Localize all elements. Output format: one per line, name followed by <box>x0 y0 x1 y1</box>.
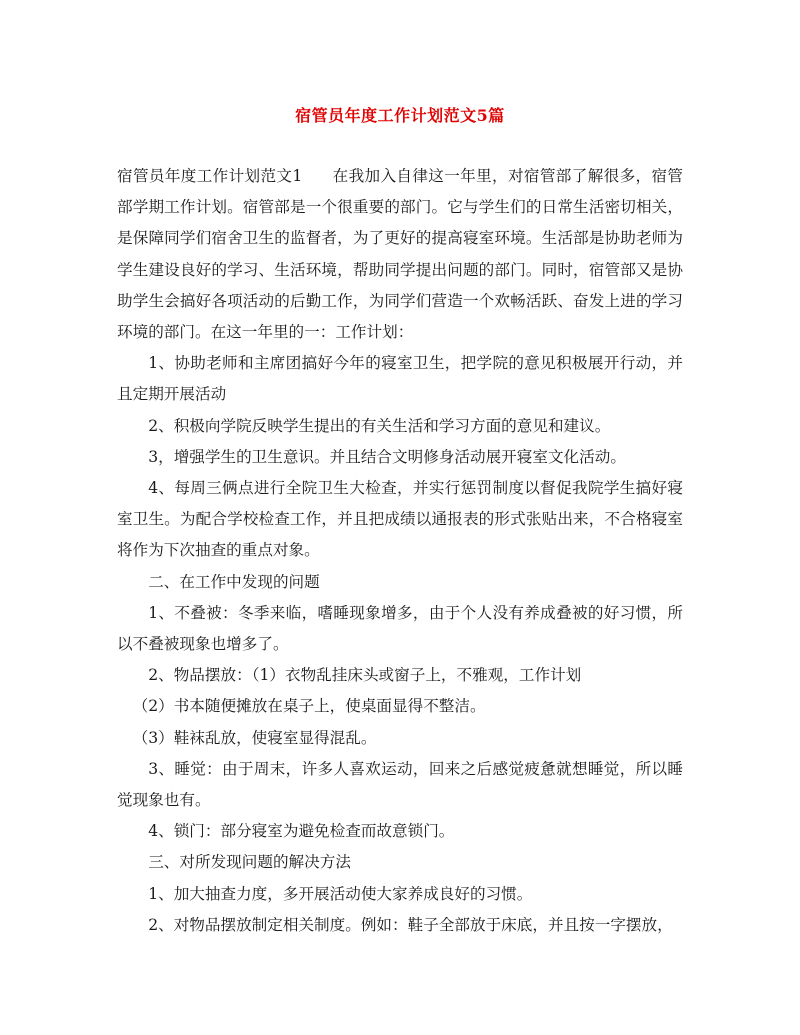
section-heading-3: 三、对所发现问题的解决方法 <box>148 853 351 872</box>
intro-label: 宿管员年度工作计划范文1 <box>117 167 303 185</box>
paragraph-3: 3，增强学生的卫生意识。并且结合文明修身活动展开寝室文化活动。 <box>148 447 626 466</box>
section-heading-2: 二、在工作中发现的问题 <box>148 572 320 591</box>
paragraph-8: （2）书本随便摊放在桌子上，使桌面显得不整洁。 <box>132 697 486 716</box>
paragraph-11: 4、锁门：部分寝室为避免检查而故意锁门。 <box>148 822 455 841</box>
paragraph-4: 4、每周三俩点进行全院卫生大检查，并实行惩罚制度以督促我院学生搞好寝室卫生。为配合学校检查工作，并且把成绩以通报表的形式张贴出来，不合格寝室将作为下次抽查的重点对象。 <box>117 479 683 560</box>
paragraph-2: 2、积极向学院反映学生提出的有关生活和学习方面的意见和建议。 <box>148 416 611 435</box>
paragraph-7: 2、物品摆放：（1）衣物乱挂床头或窗子上，不雅观，工作计划 <box>148 666 582 685</box>
intro-paragraph <box>117 161 683 348</box>
document-body <box>117 161 683 941</box>
intro-text: 在我加入自律这一年里，对宿管部了解很多，宿管部学期工作计划。宿管部是一个很重要的部门。它与学生们的日常生活密切相关，是保障同学们宿舍卫生的监督者，为了更好的提高寝室环境。生活部是协助老师为学生建设良好的学习、生活环境，帮助同学提出问题的部门。同时，宿管部又是协助学生会搞好各项活动的后勤工作，为同学们营造一个欢畅活跃、奋发上进的学习环境的部门。在这一年里的一：工作计划： <box>117 167 683 342</box>
paragraph-1: 1、协助老师和主席团搞好今年的寝室卫生，把学院的意见积极展开行动，并且定期开展活动 <box>117 354 683 404</box>
paragraph-6: 1、不叠被：冬季来临，嗜睡现象增多，由于个人没有养成叠被的好习惯，所以不叠被现象也增多了。 <box>117 603 683 654</box>
paragraph-13: 1、加大抽查力度，多开展活动使大家养成良好的习惯。 <box>148 884 533 903</box>
paragraph-9: （3）鞋袜乱放，使寝室显得混乱。 <box>132 728 377 747</box>
document-title: 宿管员年度工作计划范文5篇 <box>295 106 505 125</box>
paragraph-10: 3、睡觉：由于周末，许多人喜欢运动，回来之后感觉疲惫就想睡觉，所以睡觉现象也有。 <box>117 759 683 810</box>
paragraph-14: 2、对物品摆放制定相关制度。例如：鞋子全部放于床底，并且按一字摆放， <box>148 915 673 934</box>
